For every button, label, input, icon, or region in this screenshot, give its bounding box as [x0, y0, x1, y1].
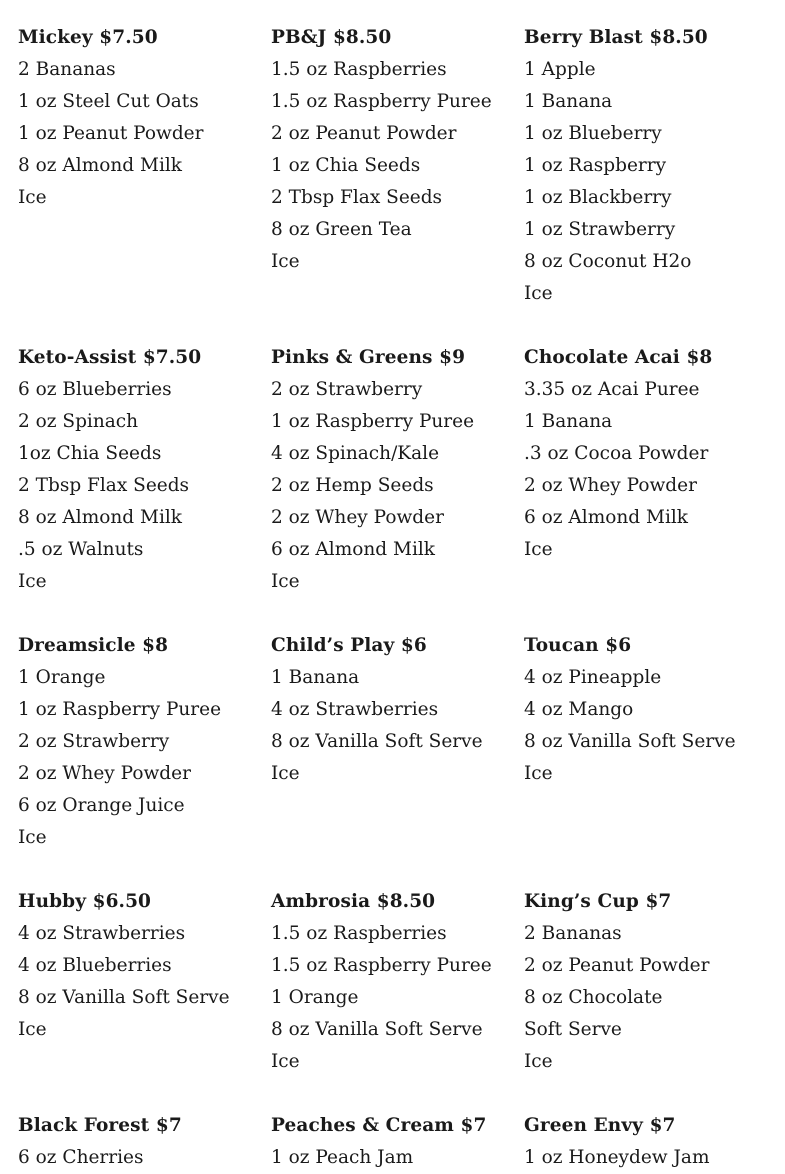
menu-item-title: Peaches & Cream $7: [271, 1115, 487, 1136]
ingredient-line: Ice: [271, 251, 300, 272]
ingredient-line: 1 Orange: [18, 667, 106, 688]
ingredient-line: 2 Tbsp Flax Seeds: [18, 475, 190, 496]
menu-item-title: Ambrosia $8.50: [271, 891, 436, 912]
menu-item: [524, 886, 777, 1078]
ingredient-line: 1.5 oz Raspberry Puree: [271, 955, 492, 976]
menu-item-title: Keto-Assist $7.50: [18, 347, 202, 368]
menu-item: [18, 630, 271, 854]
ingredient-line: 1 oz Raspberry Puree: [271, 411, 475, 432]
ingredient-line: 1 Banana: [524, 411, 613, 432]
ingredient-line: 8 oz Coconut H2o: [524, 251, 692, 272]
menu-item-title: PB&J $8.50: [271, 27, 392, 48]
menu-item-title: Pinks & Greens $9: [271, 347, 466, 368]
ingredient-line: Ice: [524, 1051, 553, 1072]
menu-item: [524, 22, 777, 310]
menu-item-title: Chocolate Acai $8: [524, 347, 713, 368]
menu-item: [18, 1110, 271, 1174]
ingredient-line: 2 oz Peanut Powder: [524, 955, 710, 976]
menu-item: [524, 1110, 777, 1174]
ingredient-line: 4 oz Blueberries: [18, 955, 172, 976]
menu-item-title: Child’s Play $6: [271, 635, 427, 656]
ingredient-line: 8 oz Vanilla Soft Serve: [271, 1019, 483, 1040]
ingredient-line: 1.5 oz Raspberries: [271, 59, 447, 80]
menu-item: [18, 886, 271, 1046]
menu-item: [18, 342, 271, 598]
ingredient-line: 6 oz Orange Juice: [18, 795, 185, 816]
menu-item-title: Toucan $6: [524, 635, 632, 656]
ingredient-line: 2 oz Hemp Seeds: [271, 475, 434, 496]
ingredient-line: 8 oz Chocolate: [524, 987, 663, 1008]
ingredient-line: Ice: [18, 571, 47, 592]
menu-item: [18, 22, 271, 214]
ingredient-line: 8 oz Vanilla Soft Serve: [524, 731, 736, 752]
menu-item-title: Black Forest $7: [18, 1115, 182, 1136]
ingredient-line: 1 oz Strawberry: [524, 219, 676, 240]
ingredient-line: 1 oz Blackberry: [524, 187, 672, 208]
menu-row: [18, 22, 785, 310]
ingredient-line: 2 Bananas: [524, 923, 622, 944]
ingredient-line: 2 oz Peanut Powder: [271, 123, 457, 144]
menu-item: [271, 342, 524, 598]
ingredient-line: 1 oz Peanut Powder: [18, 123, 204, 144]
ingredient-line: 1 Banana: [271, 667, 360, 688]
ingredient-line: 2 oz Strawberry: [271, 379, 423, 400]
ingredient-line: 2 Bananas: [18, 59, 116, 80]
ingredient-line: Ice: [271, 1051, 300, 1072]
ingredient-line: Soft Serve: [524, 1019, 622, 1040]
ingredient-line: Ice: [524, 539, 553, 560]
menu-item: [271, 630, 524, 790]
menu-row: [18, 1110, 785, 1174]
menu-row: [18, 342, 785, 598]
ingredient-line: 4 oz Spinach/Kale: [271, 443, 440, 464]
ingredient-line: Ice: [271, 571, 300, 592]
menu-item-title: Berry Blast $8.50: [524, 27, 708, 48]
ingredient-line: 4 oz Mango: [524, 699, 634, 720]
menu-item-title: Hubby $6.50: [18, 891, 152, 912]
ingredient-line: 6 oz Almond Milk: [524, 507, 688, 528]
ingredient-line: Ice: [18, 827, 47, 848]
ingredient-line: 4 oz Pineapple: [524, 667, 662, 688]
menu-item-title: King’s Cup $7: [524, 891, 672, 912]
menu-item: [271, 22, 524, 278]
ingredient-line: 2 oz Whey Powder: [524, 475, 697, 496]
ingredient-line: 1 oz Raspberry: [524, 155, 667, 176]
ingredient-line: 1 oz Peach Jam: [271, 1147, 414, 1168]
ingredient-line: 2 oz Whey Powder: [18, 763, 191, 784]
ingredient-line: 2 oz Spinach: [18, 411, 139, 432]
ingredient-line: Ice: [18, 1019, 47, 1040]
ingredient-line: 3.35 oz Acai Puree: [524, 379, 700, 400]
ingredient-line: 1 oz Raspberry Puree: [18, 699, 222, 720]
ingredient-line: 1.5 oz Raspberry Puree: [271, 91, 492, 112]
ingredient-line: .5 oz Walnuts: [18, 539, 144, 560]
ingredient-line: 6 oz Almond Milk: [271, 539, 435, 560]
menu-item-title: Dreamsicle $8: [18, 635, 169, 656]
ingredient-line: 8 oz Almond Milk: [18, 507, 182, 528]
menu-item-title: Green Envy $7: [524, 1115, 676, 1136]
ingredient-line: 8 oz Almond Milk: [18, 155, 182, 176]
ingredient-line: 1 oz Chia Seeds: [271, 155, 421, 176]
ingredient-line: 8 oz Vanilla Soft Serve: [18, 987, 230, 1008]
menu-row: [18, 886, 785, 1078]
menu-item: [524, 342, 777, 566]
ingredient-line: 1 oz Blueberry: [524, 123, 662, 144]
ingredient-line: 1 Orange: [271, 987, 359, 1008]
ingredient-line: Ice: [18, 187, 47, 208]
ingredient-line: 8 oz Vanilla Soft Serve: [271, 731, 483, 752]
smoothie-menu: [18, 22, 785, 1174]
ingredient-line: 4 oz Strawberries: [271, 699, 439, 720]
menu-item: [524, 630, 777, 790]
menu-item-title: Mickey $7.50: [18, 27, 158, 48]
ingredient-line: 1 oz Steel Cut Oats: [18, 91, 199, 112]
ingredient-line: Ice: [524, 283, 553, 304]
menu-row: [18, 630, 785, 854]
ingredient-line: Ice: [271, 763, 300, 784]
ingredient-line: 1 oz Honeydew Jam: [524, 1147, 710, 1168]
ingredient-line: .3 oz Cocoa Powder: [524, 443, 709, 464]
ingredient-line: 1oz Chia Seeds: [18, 443, 162, 464]
ingredient-line: 4 oz Strawberries: [18, 923, 186, 944]
ingredient-line: 6 oz Cherries: [18, 1147, 144, 1168]
ingredient-line: 6 oz Blueberries: [18, 379, 172, 400]
ingredient-line: 2 oz Strawberry: [18, 731, 170, 752]
ingredient-line: 8 oz Green Tea: [271, 219, 412, 240]
ingredient-line: 1 Apple: [524, 59, 596, 80]
menu-item: [271, 886, 524, 1078]
ingredient-line: Ice: [524, 763, 553, 784]
ingredient-line: 1 Banana: [524, 91, 613, 112]
ingredient-line: 2 Tbsp Flax Seeds: [271, 187, 443, 208]
menu-item: [271, 1110, 524, 1174]
ingredient-line: 1.5 oz Raspberries: [271, 923, 447, 944]
ingredient-line: 2 oz Whey Powder: [271, 507, 444, 528]
